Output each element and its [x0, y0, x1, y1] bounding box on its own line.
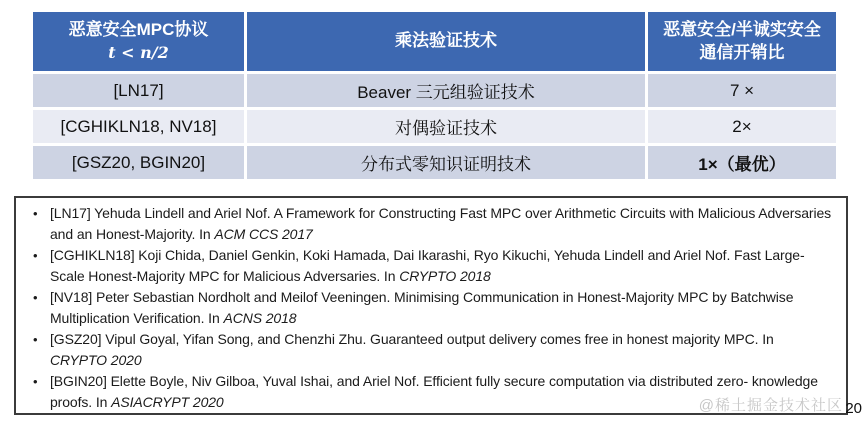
ratio-cell: 2×: [648, 110, 836, 143]
references-list: [16, 198, 846, 413]
reference-text: [CGHIKLN18] Koji Chida, Daniel Genkin, Koki Hamada, Dai Ikarashi, Ryo Kikuchi, Yehuda Lindell and Ariel Nof. Fast Large-Scale Honest-Majority MPC for Malicious Adversaries. In: [50, 247, 805, 284]
reference-item: [30, 329, 834, 371]
ratio-cell: 7 ×: [648, 74, 836, 107]
header-ratio-line2: 通信开销比: [699, 42, 785, 62]
bullet-icon: •: [33, 374, 38, 389]
header-threshold-formula: t < n/2: [108, 43, 169, 63]
page-number: 20: [845, 400, 862, 417]
bullet-icon: •: [33, 206, 38, 221]
watermark: @稀土掘金技术社区: [698, 397, 843, 414]
reference-text: [LN17] Yehuda Lindell and Ariel Nof. A Framework for Constructing Fast MPC over Arithmetic Circuits with Malicious Adversaries and an Honest-Majority. In: [50, 205, 832, 242]
header-protocol-title: 恶意安全MPC协议: [68, 20, 209, 40]
reference-item: [30, 371, 834, 413]
protocol-cell: [CGHIKLN18, NV18]: [33, 110, 244, 143]
reference-venue: ACNS 2018: [223, 310, 297, 326]
protocol-cell: [GSZ20, BGIN20]: [33, 146, 244, 179]
reference-venue: CRYPTO 2020: [50, 352, 142, 368]
reference-venue: ASIACRYPT 2020: [111, 394, 224, 410]
bullet-icon: •: [33, 290, 38, 305]
technique-cell: 分布式零知识证明技术: [247, 146, 645, 179]
reference-venue: ACM CCS 2017: [214, 226, 313, 242]
reference-text: [GSZ20] Vipul Goyal, Yifan Song, and Chenzhi Zhu. Guaranteed output delivery comes free in honest majority MPC. In: [50, 331, 774, 347]
technique-cell: 对偶验证技术: [247, 110, 645, 143]
reference-venue: CRYPTO 2018: [399, 268, 491, 284]
reference-item: [30, 287, 834, 329]
header-technique-title: 乘法验证技术: [395, 31, 497, 51]
table-header-technique: [247, 12, 645, 71]
reference-text: [BGIN20] Elette Boyle, Niv Gilboa, Yuval Ishai, and Ariel Nof. Efficient fully secure computation via distributed zero- knowledge proofs. In: [50, 373, 818, 410]
mpc-comparison-table: [33, 12, 836, 179]
protocol-cell: [LN17]: [33, 74, 244, 107]
table-header-ratio: [648, 12, 836, 71]
bullet-icon: •: [33, 248, 38, 263]
table-header-protocol: [33, 12, 244, 71]
reference-text: [NV18] Peter Sebastian Nordholt and Meilof Veeningen. Minimising Communication in Honest-Majority MPC by Batchwise Multiplication Verification. In: [50, 289, 794, 326]
bullet-icon: •: [33, 332, 38, 347]
references-box: [14, 196, 848, 415]
ratio-cell-best: 1×（最优）: [648, 146, 836, 179]
reference-item: [30, 203, 834, 245]
header-ratio-line1: 恶意安全/半诚实安全: [663, 19, 821, 39]
technique-cell: Beaver 三元组验证技术: [247, 74, 645, 107]
reference-item: [30, 245, 834, 287]
